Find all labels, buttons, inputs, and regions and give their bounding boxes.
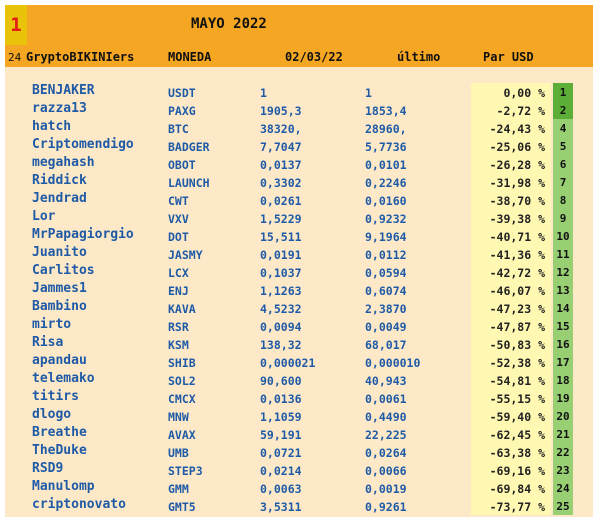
coin-symbol: BADGER: [168, 140, 210, 154]
percent-change: -47,23 %: [471, 299, 551, 317]
rank-number: 25: [553, 497, 573, 515]
participant-name: Bambino: [32, 299, 87, 314]
last-price: 0,0019: [365, 482, 407, 496]
coin-symbol: USDT: [168, 86, 196, 100]
participant-name: BENJAKER: [32, 83, 95, 98]
participant-name: titirs: [32, 389, 79, 404]
last-price: 0,9232: [365, 212, 407, 226]
last-price: 0,0101: [365, 158, 407, 172]
last-price: 0,9261: [365, 500, 407, 514]
table-row: [5, 299, 593, 317]
participant-name: Lor: [32, 209, 56, 224]
rank-number: 2: [553, 101, 573, 119]
percent-change: -46,07 %: [471, 281, 551, 299]
table-row: [5, 155, 593, 173]
start-price: 0,0137: [260, 158, 302, 172]
rank-number: 18: [553, 371, 573, 389]
coin-symbol: UMB: [168, 446, 189, 460]
table-row: [5, 281, 593, 299]
table-row: [5, 191, 593, 209]
percent-change: -63,38 %: [471, 443, 551, 461]
start-price: 0,0136: [260, 392, 302, 406]
coin-symbol: CWT: [168, 194, 189, 208]
table-row: [5, 389, 593, 407]
start-price: 0,0094: [260, 320, 302, 334]
table-row: [5, 335, 593, 353]
leaderboard-sheet: [5, 5, 593, 517]
table-row: [5, 83, 593, 101]
last-price: 0,0160: [365, 194, 407, 208]
column-header-row: [5, 47, 593, 67]
last-price: 0,6074: [365, 284, 407, 298]
percent-change: -59,40 %: [471, 407, 551, 425]
rank-number: 16: [553, 335, 573, 353]
percent-change: -31,98 %: [471, 173, 551, 191]
last-price: 1: [365, 86, 372, 100]
coin-symbol: OBOT: [168, 158, 196, 172]
start-price: 0,0721: [260, 446, 302, 460]
percent-change: -24,43 %: [471, 119, 551, 137]
last-price: 1853,4: [365, 104, 407, 118]
percent-change: -50,83 %: [471, 335, 551, 353]
rank-number: 10: [553, 227, 573, 245]
participant-name: dlogo: [32, 407, 72, 422]
rank-number: 7: [553, 173, 573, 191]
rank-number: 11: [553, 245, 573, 263]
last-price: 0,0112: [365, 248, 407, 262]
start-price: 7,7047: [260, 140, 302, 154]
start-price: 90,600: [260, 374, 302, 388]
participant-name: apandau: [32, 353, 87, 368]
participant-name: criptonovato: [32, 497, 126, 512]
table-row: [5, 263, 593, 281]
table-row: [5, 461, 593, 479]
start-price: 59,191: [260, 428, 302, 442]
participant-name: Jammes1: [32, 281, 87, 296]
table-row: [5, 137, 593, 155]
table-row: [5, 425, 593, 443]
coin-column-header: MONEDA: [168, 50, 212, 64]
rank-number: 6: [553, 155, 573, 173]
coin-symbol: AVAX: [168, 428, 196, 442]
percent-change: -39,38 %: [471, 209, 551, 227]
start-price: 3,5311: [260, 500, 302, 514]
coin-symbol: VXV: [168, 212, 189, 226]
start-price: 0,0214: [260, 464, 302, 478]
last-price: 0,2246: [365, 176, 407, 190]
last-price: 0,0594: [365, 266, 407, 280]
title-bar: [5, 5, 593, 47]
participant-name: hatch: [32, 119, 72, 134]
participant-name: mirto: [32, 317, 72, 332]
start-price: 1,1263: [260, 284, 302, 298]
percent-change: -25,06 %: [471, 137, 551, 155]
participant-name: razza13: [32, 101, 87, 116]
rank-badge: 1: [5, 5, 27, 45]
start-price: 0,0191: [260, 248, 302, 262]
rank-number: 1: [553, 83, 573, 101]
percent-change: -55,15 %: [471, 389, 551, 407]
rank-number: 23: [553, 461, 573, 479]
month-title: MAYO 2022: [191, 16, 267, 32]
percent-change: -2,72 %: [471, 101, 551, 119]
participant-rows: [5, 83, 593, 515]
rank-number: 14: [553, 299, 573, 317]
start-price: 15,511: [260, 230, 302, 244]
table-row: [5, 371, 593, 389]
coin-symbol: MNW: [168, 410, 189, 424]
rank-number: 4: [553, 119, 573, 137]
last-price: 28960,: [365, 122, 407, 136]
coin-symbol: JASMY: [168, 248, 203, 262]
last-price: 40,943: [365, 374, 407, 388]
rank-number: 20: [553, 407, 573, 425]
start-price: 1: [260, 86, 267, 100]
table-row: [5, 101, 593, 119]
percent-change: -73,77 %: [471, 497, 551, 515]
last-price: 0,4490: [365, 410, 407, 424]
last-price-column-header: último: [397, 50, 441, 64]
last-price: 9,1964: [365, 230, 407, 244]
percent-change: -69,84 %: [471, 479, 551, 497]
last-price: 0,0061: [365, 392, 407, 406]
rank-number: 12: [553, 263, 573, 281]
coin-symbol: SHIB: [168, 356, 196, 370]
rank-number: 19: [553, 389, 573, 407]
start-price: 0,000021: [260, 356, 316, 370]
start-price: 138,32: [260, 338, 302, 352]
start-date-column-header: 02/03/22: [285, 50, 343, 64]
table-row: [5, 479, 593, 497]
participant-name: Risa: [32, 335, 64, 350]
start-price: 38320,: [260, 122, 302, 136]
table-row: [5, 245, 593, 263]
rank-number: 21: [553, 425, 573, 443]
rank-number: 9: [553, 209, 573, 227]
rank-number: 22: [553, 443, 573, 461]
rank-number: 15: [553, 317, 573, 335]
table-row: [5, 443, 593, 461]
table-row: [5, 317, 593, 335]
coin-symbol: RSR: [168, 320, 189, 334]
percent-change: -41,36 %: [471, 245, 551, 263]
last-price: 0,0264: [365, 446, 407, 460]
table-row: [5, 353, 593, 371]
coin-symbol: KSM: [168, 338, 189, 352]
participant-name: Manulomp: [32, 479, 95, 494]
start-price: 1905,3: [260, 104, 302, 118]
last-price: 0,0066: [365, 464, 407, 478]
percent-change: -47,87 %: [471, 317, 551, 335]
coin-symbol: KAVA: [168, 302, 196, 316]
coin-symbol: GMM: [168, 482, 189, 496]
participant-name: Carlitos: [32, 263, 95, 278]
table-row: [5, 173, 593, 191]
pair-usd-column-header: Par USD: [483, 50, 534, 64]
participant-name: TheDuke: [32, 443, 87, 458]
table-row: [5, 497, 593, 515]
start-price: 0,1037: [260, 266, 302, 280]
coin-symbol: ENJ: [168, 284, 189, 298]
coin-symbol: SOL2: [168, 374, 196, 388]
percent-change: -52,38 %: [471, 353, 551, 371]
coin-symbol: CMCX: [168, 392, 196, 406]
table-row: [5, 119, 593, 137]
group-name-header: GryptoBIKINIers: [26, 50, 135, 64]
last-price: 22,225: [365, 428, 407, 442]
start-price: 0,0261: [260, 194, 302, 208]
participant-name: megahash: [32, 155, 95, 170]
last-price: 5,7736: [365, 140, 407, 154]
coin-symbol: STEP3: [168, 464, 203, 478]
table-row: [5, 209, 593, 227]
coin-symbol: DOT: [168, 230, 189, 244]
percent-change: -42,72 %: [471, 263, 551, 281]
participant-count: 24: [8, 51, 22, 64]
percent-change: -54,81 %: [471, 371, 551, 389]
last-price: 2,3870: [365, 302, 407, 316]
percent-change: -38,70 %: [471, 191, 551, 209]
start-price: 1,1059: [260, 410, 302, 424]
coin-symbol: PAXG: [168, 104, 196, 118]
start-price: 4,5232: [260, 302, 302, 316]
last-price: 0,0049: [365, 320, 407, 334]
percent-change: -69,16 %: [471, 461, 551, 479]
percent-change: 0,00 %: [471, 83, 551, 101]
rank-number: 24: [553, 479, 573, 497]
coin-symbol: GMT5: [168, 500, 196, 514]
start-price: 1,5229: [260, 212, 302, 226]
percent-change: -40,71 %: [471, 227, 551, 245]
rank-number: 17: [553, 353, 573, 371]
rank-number: 13: [553, 281, 573, 299]
rank-number: 5: [553, 137, 573, 155]
coin-symbol: BTC: [168, 122, 189, 136]
participant-name: Juanito: [32, 245, 87, 260]
table-row: [5, 227, 593, 245]
participant-name: MrPapagiorgio: [32, 227, 134, 242]
percent-change: -62,45 %: [471, 425, 551, 443]
start-price: 0,3302: [260, 176, 302, 190]
last-price: 0,000010: [365, 356, 421, 370]
table-row: [5, 407, 593, 425]
participant-name: Riddick: [32, 173, 87, 188]
percent-change: -26,28 %: [471, 155, 551, 173]
participant-name: Criptomendigo: [32, 137, 134, 152]
start-price: 0,0063: [260, 482, 302, 496]
rank-number: 8: [553, 191, 573, 209]
participant-name: Jendrad: [32, 191, 87, 206]
participant-name: telemako: [32, 371, 95, 386]
participant-name: RSD9: [32, 461, 64, 476]
participant-name: Breathe: [32, 425, 87, 440]
coin-symbol: LCX: [168, 266, 189, 280]
coin-symbol: LAUNCH: [168, 176, 210, 190]
last-price: 68,017: [365, 338, 407, 352]
